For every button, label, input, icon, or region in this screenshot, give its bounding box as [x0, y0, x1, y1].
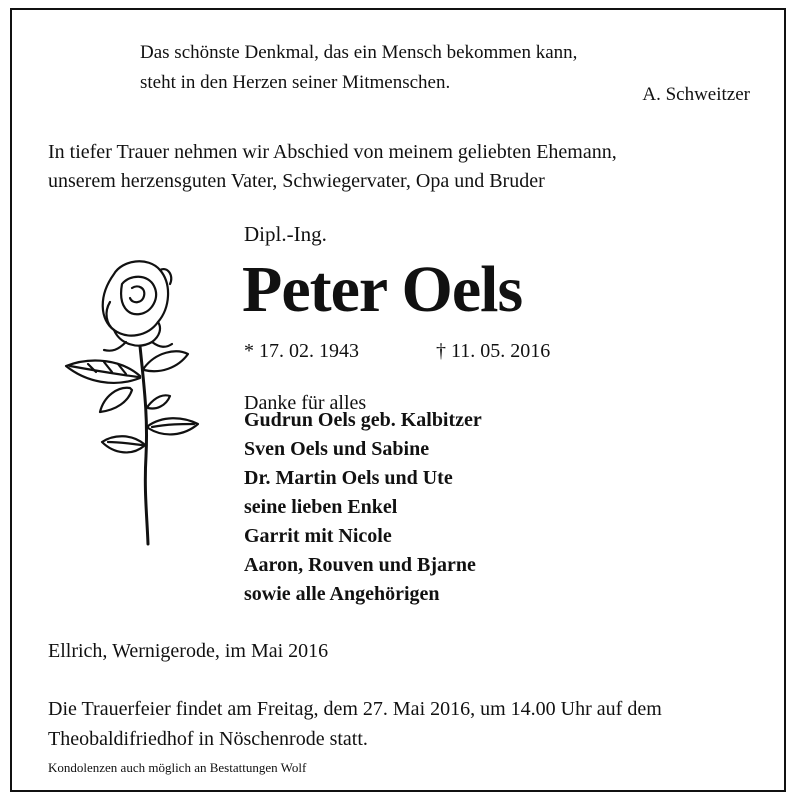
- academic-title: Dipl.-Ing.: [244, 222, 327, 246]
- birth-date: * 17. 02. 1943: [244, 340, 359, 362]
- mourner-1: Gudrun Oels geb. Kalbitzer: [244, 409, 482, 431]
- mourner-2: Sven Oels und Sabine: [244, 438, 430, 460]
- place-date: Ellrich, Wernigerode, im Mai 2016: [48, 640, 329, 662]
- mourner-3: Dr. Martin Oels und Ute: [244, 467, 453, 489]
- deceased-name: Peter Oels: [242, 253, 523, 326]
- mourner-6: Aaron, Rouven und Bjarne: [244, 554, 476, 576]
- rose-icon: [52, 256, 212, 546]
- quote-line-2: steht in den Herzen seiner Mitmenschen.: [140, 72, 451, 93]
- mourner-5: Garrit mit Nicole: [244, 525, 392, 547]
- mourner-4: seine lieben Enkel: [244, 496, 398, 518]
- funeral-line-2: Theobaldifriedhof in Nöschenrode statt.: [48, 728, 368, 750]
- thanks-line: Danke für alles: [244, 392, 367, 414]
- funeral-line-1: Die Trauerfeier findet am Freitag, dem 27. Mai 2016, um 14.00 Uhr auf dem: [48, 698, 662, 720]
- intro-line-1: In tiefer Trauer nehmen wir Abschied von meinem geliebten Ehemann,: [48, 141, 617, 163]
- condolence-note: Kondolenzen auch möglich an Bestattungen Wolf: [48, 760, 307, 775]
- quote-line-1: Das schönste Denkmal, das ein Mensch bekommen kann,: [140, 42, 578, 63]
- mourner-7: sowie alle Angehörigen: [244, 583, 440, 605]
- intro-line-2: unserem herzensguten Vater, Schwiegervater, Opa und Bruder: [48, 170, 545, 192]
- obituary-frame: [10, 8, 786, 792]
- death-date: † 11. 05. 2016: [436, 340, 551, 362]
- quote-author: A. Schweitzer: [642, 84, 750, 105]
